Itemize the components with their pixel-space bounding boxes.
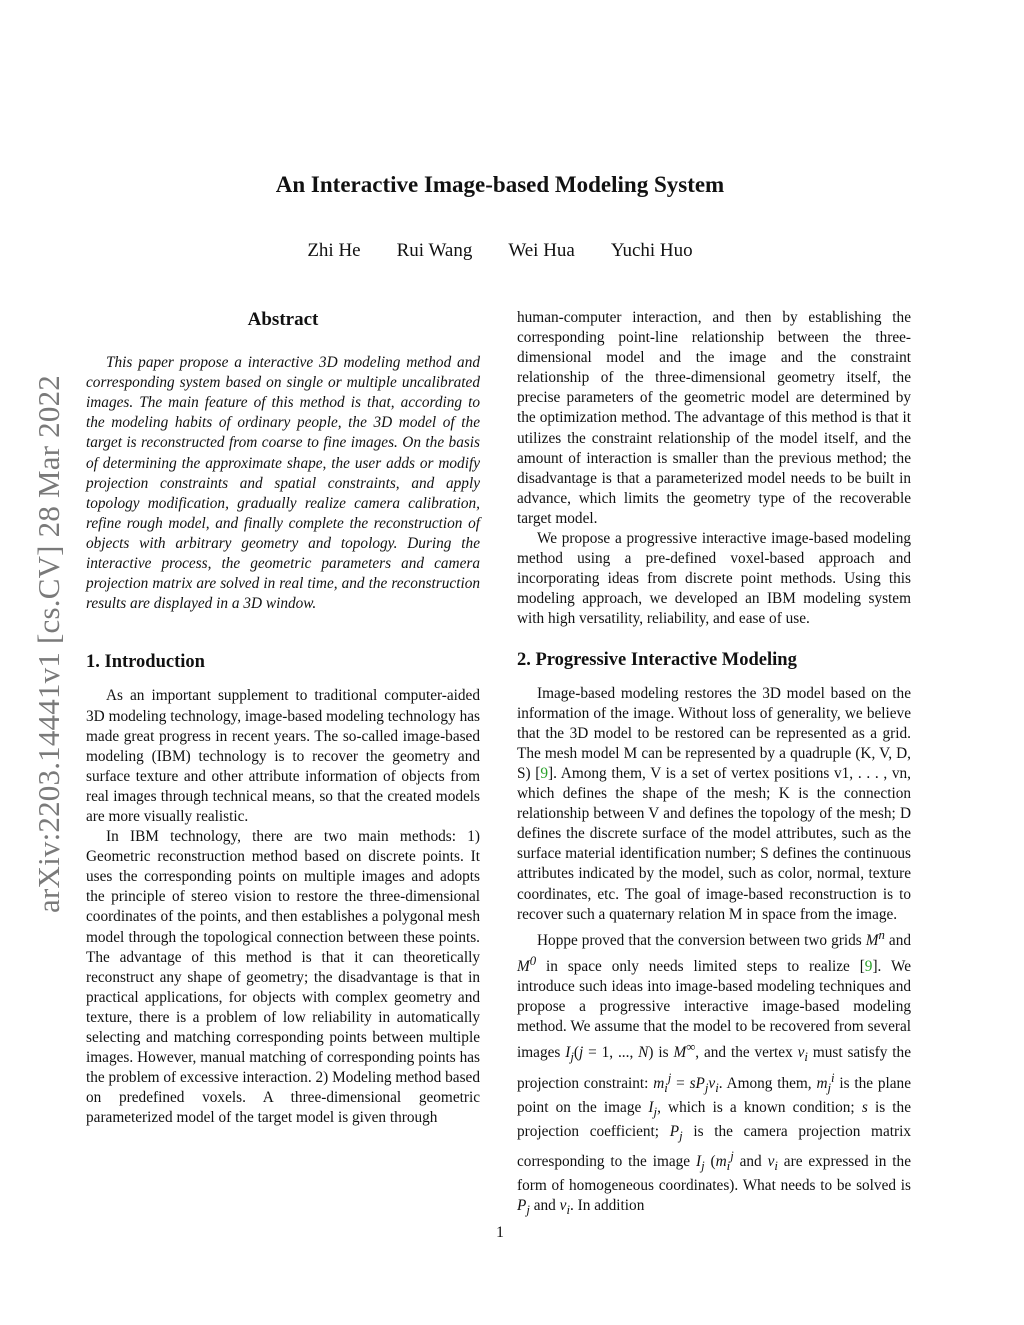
citation-link[interactable]: 9	[864, 958, 873, 975]
author: Zhi He	[307, 240, 361, 261]
author: Rui Wang	[396, 240, 473, 261]
citation-link[interactable]: 9	[540, 764, 549, 782]
author-list	[0, 240, 1000, 262]
left-column	[86, 308, 480, 1128]
arxiv-stamp: arXiv:2203.14441v1 [cs.CV] 28 Mar 2022	[31, 375, 67, 913]
abstract-text: This paper propose a interactive 3D modeling method and corresponding system based on single or multiple uncalibrated images. The main feature of this method is that, according to the modeling habits of ordinary people, the 3D model of the target is reconstructed from coarse to fine images. On the basis of determining the approximate shape, the user adds or modify projection constraints and spatial constraints, and apply topology modification, gradually realize camera calibration, refine rough model, and finally complete the reconstruction of objects with arbitrary geometry and topology. During the interactive process, the geometric parameters and camera projection matrix are solved in real time, and the reconstruction results are displayed in a 3D window.	[86, 354, 480, 613]
abstract-heading: Abstract	[247, 309, 319, 330]
paper-title: An Interactive Image-based Modeling System	[275, 172, 725, 197]
paragraph: In IBM technology, there are two main methods: 1) Geometric reconstruction method based on discrete points. It uses the corresponding points on multiple images and adopts the principle of stereo vision to restore the three-dimensional coordinates of the points, and then establishes a polygonal mesh model through the topological connection between these points. The advantage of this method is that it can theoretically reconstruct any shape of geometry; the disadvantage is that in practical applications, for objects with complex geometry and texture, there is a problem of low reliability in automatically selecting and matching corresponding points between multiple images. However, manual matching of corresponding points has the problem of excessive interaction. 2) Modeling method based on predefined voxels. A three-dimensional geometric parameterized model of the target model is given through	[86, 828, 480, 1127]
section-heading-progressive-modeling: 2. Progressive Interactive Modeling	[517, 649, 797, 670]
section-heading-introduction: 1. Introduction	[86, 652, 205, 673]
right-column	[517, 308, 911, 1221]
paragraph: human-computer interaction, and then by establishing the corresponding point-line relationship between the three-dimensional model and the image and the constraint relationship of the three-dimensional geometry itself, the precise parameters of the geometric model are determined by the optimization method. The advantage of this method is that it utilizes the constraint relationship of the model itself, and the amount of interaction is smaller than the previous method; the disadvantage is that a parameterized model needs to be built in advance, which limits the geometry type of the recoverable target model.	[517, 309, 911, 527]
author: Yuchi Huo	[610, 240, 693, 261]
paragraph: Image-based modeling restores the 3D model based on the information of the image. Without loss of generality, we believe that the 3D model to be restored can be represented as a grid. The mesh model M can be represented by a quadruple (K, V, D, S) [9]. Among them, V is a set of vertex positions v1, . . . , vn, which defines the shape of the mesh; K is the connection relationship between V and defines the topology of the mesh; D defines the discrete surface of the model attributes, such as the surface material identification number; S defines the continuous attributes indicated by the model, such as color, normal, texture coordinates, etc. The goal of image-based reconstruction is to recover such a quaternary relation M in space from the image.	[517, 684, 911, 923]
author: Wei Hua	[508, 240, 575, 261]
paragraph: We propose a progressive interactive image-based modeling method using a pre-defined voxel-based approach and incorporating ideas from discrete point methods. Using this modeling approach, we developed an IBM modeling system with high versatility, reliability, and ease of use.	[517, 530, 911, 628]
paragraph: As an important supplement to traditional computer-aided 3D modeling technology, image-based modeling technology has made great progress in recent years. The so-called image-based modeling (IBM) technology is to recover the geometry and surface texture and other attribute information of objects from real images through technical means, so that the created models are more visually realistic.	[86, 687, 480, 825]
paragraph: Hoppe proved that the conversion between two grids $M^n$ and $M^0$ in space only needs limited steps to realize [9]. We introduce such ideas into image-based modeling techniques and propose a progressive interactive image-based modeling method. We assume that the model to be recovered from several images $I_j(j = 1$, ..., N) is M∞, and the vertex $v_i$ must satisfy the projection constraint: $m_i^j = sP_jv_i$. Among them, $m_j^i$ is the plane point on the image $I_j$, which is a known condition; s is the projection coefficient; $P_j$ is the camera projection matrix corresponding to the image $I_j$ ($m_i^j$ and $v_i$ are expressed in the form of homogeneous coordinates). What needs to be solved is $P_j$ and $v_i$. In addition	[517, 927, 911, 1218]
page-number: 1	[496, 1224, 504, 1241]
